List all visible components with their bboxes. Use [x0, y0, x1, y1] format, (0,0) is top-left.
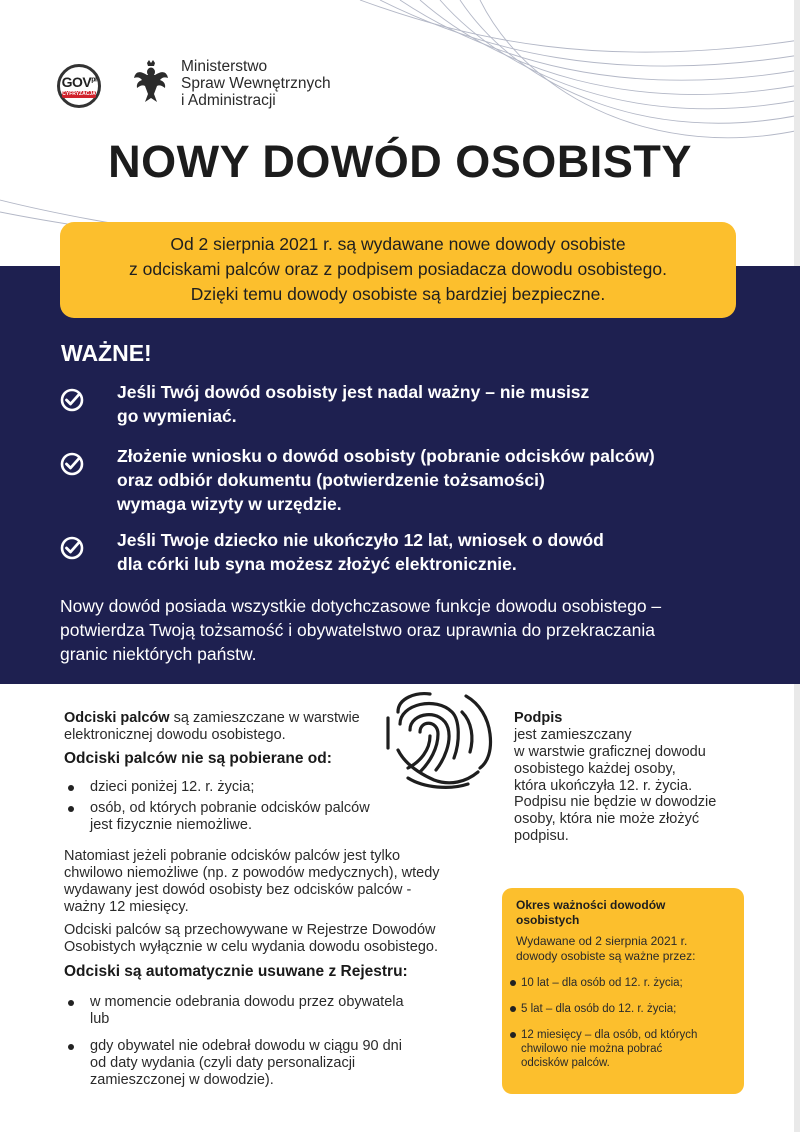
validity-box: Okres ważności dowodów osobistych Wydawane od 2 sierpnia 2021 r. dowody osobiste są ważne przez: 10 lat – dla osób od 12. r. życia; 5 lat – dla osób do 12. r. życia; 12 miesięcy – dla osób, od których chwilowo nie można pobrać odcisków palców.: [502, 888, 744, 1094]
check-circle-icon: [60, 388, 84, 412]
removed-heading: Odciski są automatycznie usuwane z Rejestru:: [64, 963, 408, 980]
signature-paragraph: Podpis jest zamieszczany w warstwie graficznej dowodu osobistego każdej osoby, która ukończyła 12. r. życia.: [514, 710, 706, 794]
not-taken-heading: Odciski palców nie są pobierane od:: [64, 750, 332, 767]
functions-paragraph: Nowy dowód posiada wszystkie dotychczasowe funkcje dowodu osobistego – potwierdza Twoją tożsamość i obywatelstwo oraz uprawnia do przekraczania granic niektórych państw.: [60, 596, 662, 664]
important-heading: WAŻNE!: [61, 340, 152, 366]
fingerprint-icon: [380, 690, 500, 790]
check-circle-icon: [60, 452, 84, 476]
fingerprints-intro: Odciski palców są zamieszczane w warstwie elektronicznej dowodu osobistego.: [64, 710, 360, 743]
register-paragraph: Odciski palców są przechowywane w Rejestrze Dowodów Osobistych wyłącznie w celu wydania dowodu osobistego.: [64, 922, 438, 955]
page-title: NOWY DOWÓD OSOBISTY: [108, 136, 692, 187]
decorative-waves: [0, 0, 800, 240]
intro-box: Od 2 sierpnia 2021 r. są wydawane nowe dowody osobiste z odciskami palców oraz z podpisem posiadacza dowodu osobistego. Dzięki temu dowody osobiste są bardziej bezpieczne.: [60, 222, 736, 318]
check-circle-icon: [60, 536, 84, 560]
temporary-exception-paragraph: Natomiast jeżeli pobranie odcisków palców jest tylko chwilowo niemożliwe (np. z powodów medycznych), wtedy wydawany jest dowód osobisty bez odcisków palców - ważny 12 miesięcy.: [64, 848, 440, 915]
eagle-emblem-icon: [133, 60, 169, 104]
ministry-name: Ministerstwo Spraw Wewnętrznych i Administracji: [181, 58, 331, 109]
no-signature-paragraph: Podpisu nie będzie w dowodzie osoby, która nie może złożyć podpisu.: [514, 794, 717, 844]
validity-intro: Wydawane od 2 sierpnia 2021 r. dowody osobiste są ważne przez:: [516, 934, 696, 963]
ministry-header: [57, 58, 357, 118]
validity-title: Okres ważności dowodów osobistych: [516, 898, 666, 927]
gov-pl-logo: $GOV^{pl}$ CYFRYZACJA: [57, 64, 101, 108]
